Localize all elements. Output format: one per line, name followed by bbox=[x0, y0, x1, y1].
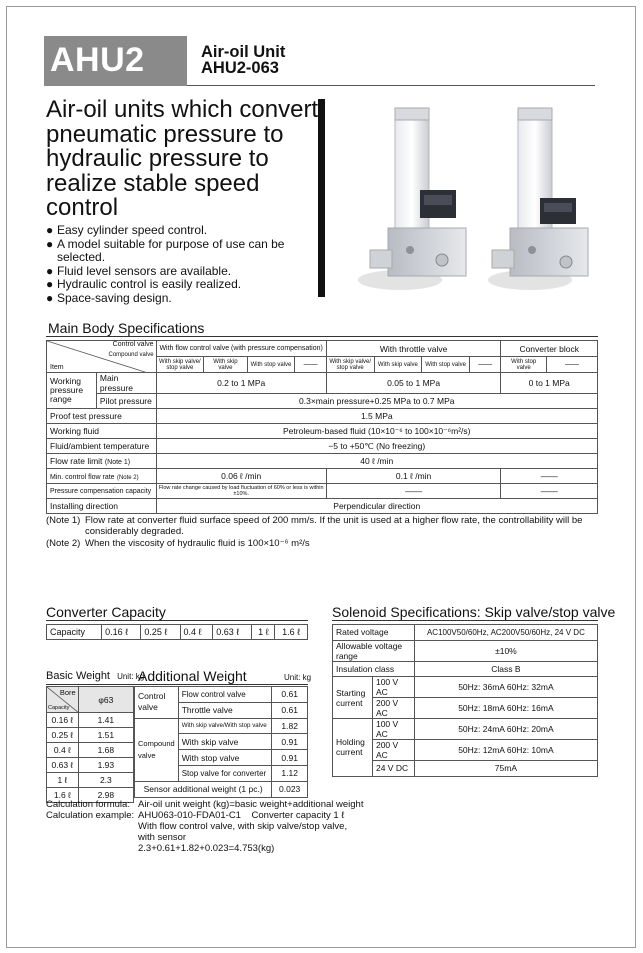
install-label: Installing direction bbox=[47, 499, 157, 514]
solenoid-table bbox=[332, 624, 598, 777]
accent-bar bbox=[318, 99, 325, 297]
table-cell: 0.25 ℓ bbox=[141, 625, 180, 640]
title-rule bbox=[187, 85, 595, 86]
table-row bbox=[47, 713, 134, 728]
starting-label: Starting current bbox=[333, 677, 373, 719]
table-cell: 0.16 ℓ bbox=[47, 713, 79, 728]
additional-weight-table bbox=[134, 686, 308, 798]
table-cell: 0.25 ℓ bbox=[47, 728, 79, 743]
table-cell: Perpendicular direction bbox=[156, 499, 597, 514]
fluid-label: Working fluid bbox=[47, 424, 157, 439]
working-pressure-label: Working pressure range bbox=[47, 373, 97, 409]
group-throttle: With throttle valve bbox=[326, 341, 501, 357]
calc-example-row bbox=[46, 821, 363, 832]
calc-example-line: With flow control valve, with skip valve/stop valve, bbox=[138, 821, 348, 832]
table-row bbox=[135, 781, 308, 797]
voltage-cell: 100 V AC bbox=[372, 677, 414, 698]
basic-weight-header bbox=[46, 670, 144, 682]
table-cell: 1.12 bbox=[272, 765, 308, 781]
feature-text: Fluid level sensors are available. bbox=[57, 263, 232, 278]
subhead-cell: With skip valve bbox=[204, 357, 247, 373]
table-row bbox=[333, 640, 598, 661]
note-ref: (Note 1) bbox=[104, 459, 131, 466]
calc-example-row bbox=[46, 843, 363, 854]
table-cell: 0.06 ℓ /min bbox=[156, 469, 326, 484]
basic-weight-table bbox=[46, 686, 134, 803]
basic-weight-title: Basic Weight bbox=[46, 670, 110, 682]
table-row bbox=[333, 698, 598, 719]
proof-label: Proof test pressure bbox=[47, 409, 157, 424]
title-line: Air-oil Unit bbox=[201, 43, 286, 61]
table-cell: ±10% bbox=[414, 640, 597, 661]
table-cell: —— bbox=[326, 484, 501, 499]
subhead-cell: —— bbox=[295, 357, 326, 373]
holding-label: Holding current bbox=[333, 719, 373, 777]
group-converter: Converter block bbox=[501, 341, 598, 357]
calc-example-row bbox=[46, 810, 363, 821]
table-cell: Stop valve for converter bbox=[178, 765, 272, 781]
table-cell: 1.68 bbox=[78, 743, 133, 758]
table-cell: 50Hz: 24mA 60Hz: 20mA bbox=[414, 719, 597, 740]
table-cell: 0.05 to 1 MPa bbox=[326, 373, 501, 394]
note-2 bbox=[46, 538, 310, 549]
calc-example-line: 2.3+0.61+1.82+0.023=4.753(kg) bbox=[138, 843, 275, 854]
table-row bbox=[333, 719, 598, 740]
solenoid-title: Solenoid Specifications: Skip valve/stop valve bbox=[332, 604, 616, 620]
calc-example-row bbox=[46, 832, 363, 843]
main-pressure-label: Main pressure bbox=[96, 373, 156, 394]
subhead-cell: With skip valve bbox=[374, 357, 422, 373]
bore-size: φ63 bbox=[78, 687, 133, 713]
bore-label: Bore bbox=[59, 688, 76, 697]
table-cell: 0.023 bbox=[272, 781, 308, 797]
calc-formula-row bbox=[46, 799, 363, 810]
note-text: Flow rate at converter fluid surface speed of 200 mm/s. If the unit is used at a higher flow rate, the controllability will be considerably degraded. bbox=[85, 515, 583, 537]
table-cell: 1 ℓ bbox=[252, 625, 275, 640]
unit-right-image bbox=[488, 108, 588, 290]
basic-weight-unit: Unit: kg bbox=[117, 672, 145, 681]
table-cell: 0.63 ℓ bbox=[213, 625, 252, 640]
table-row bbox=[333, 761, 598, 777]
voltage-cell: 100 V AC bbox=[372, 719, 414, 740]
press-comp-label: Pressure compensation capacity bbox=[47, 484, 157, 499]
table-cell: 1.41 bbox=[78, 713, 133, 728]
table-header-row bbox=[47, 341, 598, 357]
feature-item: ● Hydraulic control is easily realized. bbox=[46, 277, 242, 291]
voltage-cell: 24 V DC bbox=[372, 761, 414, 777]
table-row bbox=[333, 677, 598, 698]
table-cell: 1.93 bbox=[78, 758, 133, 773]
table-row bbox=[47, 743, 134, 758]
calc-example-line: with sensor bbox=[138, 832, 187, 843]
table-cell: With skip valve/With stop valve bbox=[178, 718, 272, 734]
table-cell: Flow control valve bbox=[178, 687, 272, 703]
subhead-cell: With skip valve/ stop valve bbox=[326, 357, 374, 373]
basic-weight-rule bbox=[46, 684, 134, 685]
table-cell: Throttle valve bbox=[178, 702, 272, 718]
note-text: When the viscosity of hydraulic fluid is 100×10⁻⁶ m²/s bbox=[85, 538, 310, 549]
table-row bbox=[135, 687, 308, 703]
label-text: Min. control flow rate bbox=[50, 474, 115, 481]
subhead-cell: —— bbox=[546, 357, 597, 373]
voltage-cell: 200 V AC bbox=[372, 740, 414, 761]
table-cell: 0.91 bbox=[272, 734, 308, 750]
table-cell: 0.4 ℓ bbox=[180, 625, 213, 640]
table-row bbox=[47, 499, 598, 514]
table-cell: 50Hz: 18mA 60Hz: 16mA bbox=[414, 698, 597, 719]
table-cell: With skip valve bbox=[178, 734, 272, 750]
table-cell: 40 ℓ /min bbox=[156, 454, 597, 469]
product-photo bbox=[340, 100, 600, 305]
model-code: AHU2-063 bbox=[201, 59, 279, 77]
table-cell: 1.51 bbox=[78, 728, 133, 743]
calculation-block bbox=[46, 799, 363, 854]
feature-item: ● Space-saving design. bbox=[46, 290, 172, 305]
table-row bbox=[47, 373, 598, 394]
insulation-label: Insulation class bbox=[333, 661, 415, 677]
table-row bbox=[47, 454, 598, 469]
table-cell: 50Hz: 12mA 60Hz: 10mA bbox=[414, 740, 597, 761]
feature-item: ● A model suitable for purpose of use can be selected. bbox=[46, 238, 307, 265]
feature-item: ● Fluid level sensors are available. bbox=[46, 263, 232, 278]
table-cell: 0.16 ℓ bbox=[102, 625, 141, 640]
subhead-cell: With stop valve bbox=[501, 357, 547, 373]
min-flow-label bbox=[47, 469, 157, 484]
subhead-cell: With skip valve/ stop valve bbox=[156, 357, 204, 373]
table-cell: Class B bbox=[414, 661, 597, 677]
feature-item: ● Easy cylinder speed control. bbox=[46, 223, 208, 237]
table-cell: 0.61 bbox=[272, 687, 308, 703]
table-row bbox=[47, 394, 598, 409]
table-row bbox=[47, 728, 134, 743]
table-cell: Petroleum-based fluid (10×10⁻⁶ to 100×10⁻⁶m²/s) bbox=[156, 424, 597, 439]
table-cell: 0.3×main pressure+0.25 MPa to 0.7 MPa bbox=[156, 394, 597, 409]
feature-text: Space-saving design. bbox=[57, 290, 172, 305]
rated-voltage-label: Rated voltage bbox=[333, 625, 415, 641]
unit-left-image bbox=[358, 108, 466, 290]
table-cell: —— bbox=[501, 484, 598, 499]
table-cell: 0.61 bbox=[272, 702, 308, 718]
corner-cell bbox=[47, 341, 157, 373]
note-tag: (Note 2) bbox=[46, 538, 81, 549]
table-row bbox=[47, 424, 598, 439]
subhead-cell: With stop valve bbox=[247, 357, 295, 373]
converter-table bbox=[46, 624, 308, 640]
headline: Air-oil units which convert pneumatic pressure to hydraulic pressure to realize stable speed control bbox=[46, 96, 319, 221]
table-cell: 75mA bbox=[414, 761, 597, 777]
table-cell: AC100V50/60Hz, AC200V50/60Hz, 24 V DC bbox=[414, 625, 597, 641]
table-cell: 1.6 ℓ bbox=[47, 788, 79, 803]
flow-limit-label bbox=[47, 454, 157, 469]
table-row bbox=[47, 625, 308, 640]
table-cell: 0 to 1 MPa bbox=[501, 373, 598, 394]
table-header-row bbox=[47, 687, 134, 713]
converter-rule bbox=[46, 620, 308, 621]
voltage-cell: 200 V AC bbox=[372, 698, 414, 719]
compound-valve-label: Compound valve bbox=[135, 718, 179, 781]
note-1 bbox=[46, 515, 597, 537]
calc-formula-label: Calculation formula: bbox=[46, 799, 130, 810]
capacity-label: Capacity bbox=[47, 625, 102, 640]
table-cell: 0.1 ℓ /min bbox=[326, 469, 501, 484]
allow-label: Allowable voltage range bbox=[333, 640, 415, 661]
pilot-pressure-label: Pilot pressure bbox=[96, 394, 156, 409]
label-text: Flow rate limit bbox=[50, 456, 103, 466]
feature-text: Easy cylinder speed control. bbox=[57, 223, 208, 237]
subhead-cell: With stop valve bbox=[422, 357, 470, 373]
table-cell: 1.5 MPa bbox=[156, 409, 597, 424]
table-cell: Flow rate change caused by load fluctuation of 60% or less is within ±10%. bbox=[156, 484, 326, 499]
table-cell: —— bbox=[501, 469, 598, 484]
bore-capacity-cell bbox=[47, 687, 79, 713]
table-cell: −5 to +50℃ (No freezing) bbox=[156, 439, 597, 454]
feature-list bbox=[46, 224, 307, 305]
capacity-label: Capacity bbox=[48, 705, 70, 711]
table-row bbox=[47, 439, 598, 454]
note-ref: (Note 2) bbox=[116, 475, 139, 481]
temp-label: Fluid/ambient temperature bbox=[47, 439, 157, 454]
table-row bbox=[47, 484, 598, 499]
product-title bbox=[201, 44, 285, 76]
table-cell: 1 ℓ bbox=[47, 773, 79, 788]
table-cell: 0.2 to 1 MPa bbox=[156, 373, 326, 394]
table-row bbox=[47, 758, 134, 773]
sensor-label: Sensor additional weight (1 pc.) bbox=[135, 781, 272, 797]
table-cell: 2.98 bbox=[78, 788, 133, 803]
additional-weight-unit: Unit: kg bbox=[284, 673, 312, 682]
corner-control-valve: Control valve bbox=[112, 341, 154, 348]
corner-item: Item bbox=[50, 364, 64, 371]
table-cell: 1.82 bbox=[272, 718, 308, 734]
table-row bbox=[333, 740, 598, 761]
table-row bbox=[47, 409, 598, 424]
feature-text: A model suitable for purpose of use can be selected. bbox=[57, 236, 285, 264]
note-tag: (Note 1) bbox=[46, 515, 81, 526]
main-spec-title: Main Body Specifications bbox=[48, 320, 205, 336]
table-cell: With stop valve bbox=[178, 750, 272, 766]
table-cell: 2.3 bbox=[78, 773, 133, 788]
control-valve-label: Control valve bbox=[135, 687, 179, 719]
table-cell: 1.6 ℓ bbox=[275, 625, 308, 640]
table-row bbox=[47, 469, 598, 484]
model-badge: AHU2 bbox=[44, 36, 187, 86]
table-row bbox=[47, 773, 134, 788]
subhead-cell: —— bbox=[469, 357, 500, 373]
calc-formula: Air-oil unit weight (kg)=basic weight+additional weight bbox=[138, 799, 364, 810]
feature-text: Hydraulic control is easily realized. bbox=[57, 277, 242, 291]
additional-weight-rule bbox=[134, 684, 308, 685]
table-cell: 0.63 ℓ bbox=[47, 758, 79, 773]
calc-example-line: AHU063-010-FDA01-C1 Converter capacity 1 ℓ bbox=[138, 810, 345, 821]
calc-example-label: Calculation example: bbox=[46, 810, 135, 821]
main-spec-table bbox=[46, 340, 598, 514]
additional-weight-title: Additional Weight bbox=[138, 668, 247, 684]
table-cell: 0.91 bbox=[272, 750, 308, 766]
solenoid-rule bbox=[332, 620, 598, 621]
table-cell: 0.4 ℓ bbox=[47, 743, 79, 758]
main-spec-rule bbox=[46, 336, 598, 337]
table-row bbox=[333, 661, 598, 677]
corner-compound-valve: Compound valve bbox=[108, 352, 154, 358]
table-row bbox=[333, 625, 598, 641]
converter-title: Converter Capacity bbox=[46, 604, 166, 620]
table-row bbox=[135, 718, 308, 734]
table-cell: 50Hz: 36mA 60Hz: 32mA bbox=[414, 677, 597, 698]
group-flow-control: With flow control valve (with pressure compensation) bbox=[156, 341, 326, 357]
